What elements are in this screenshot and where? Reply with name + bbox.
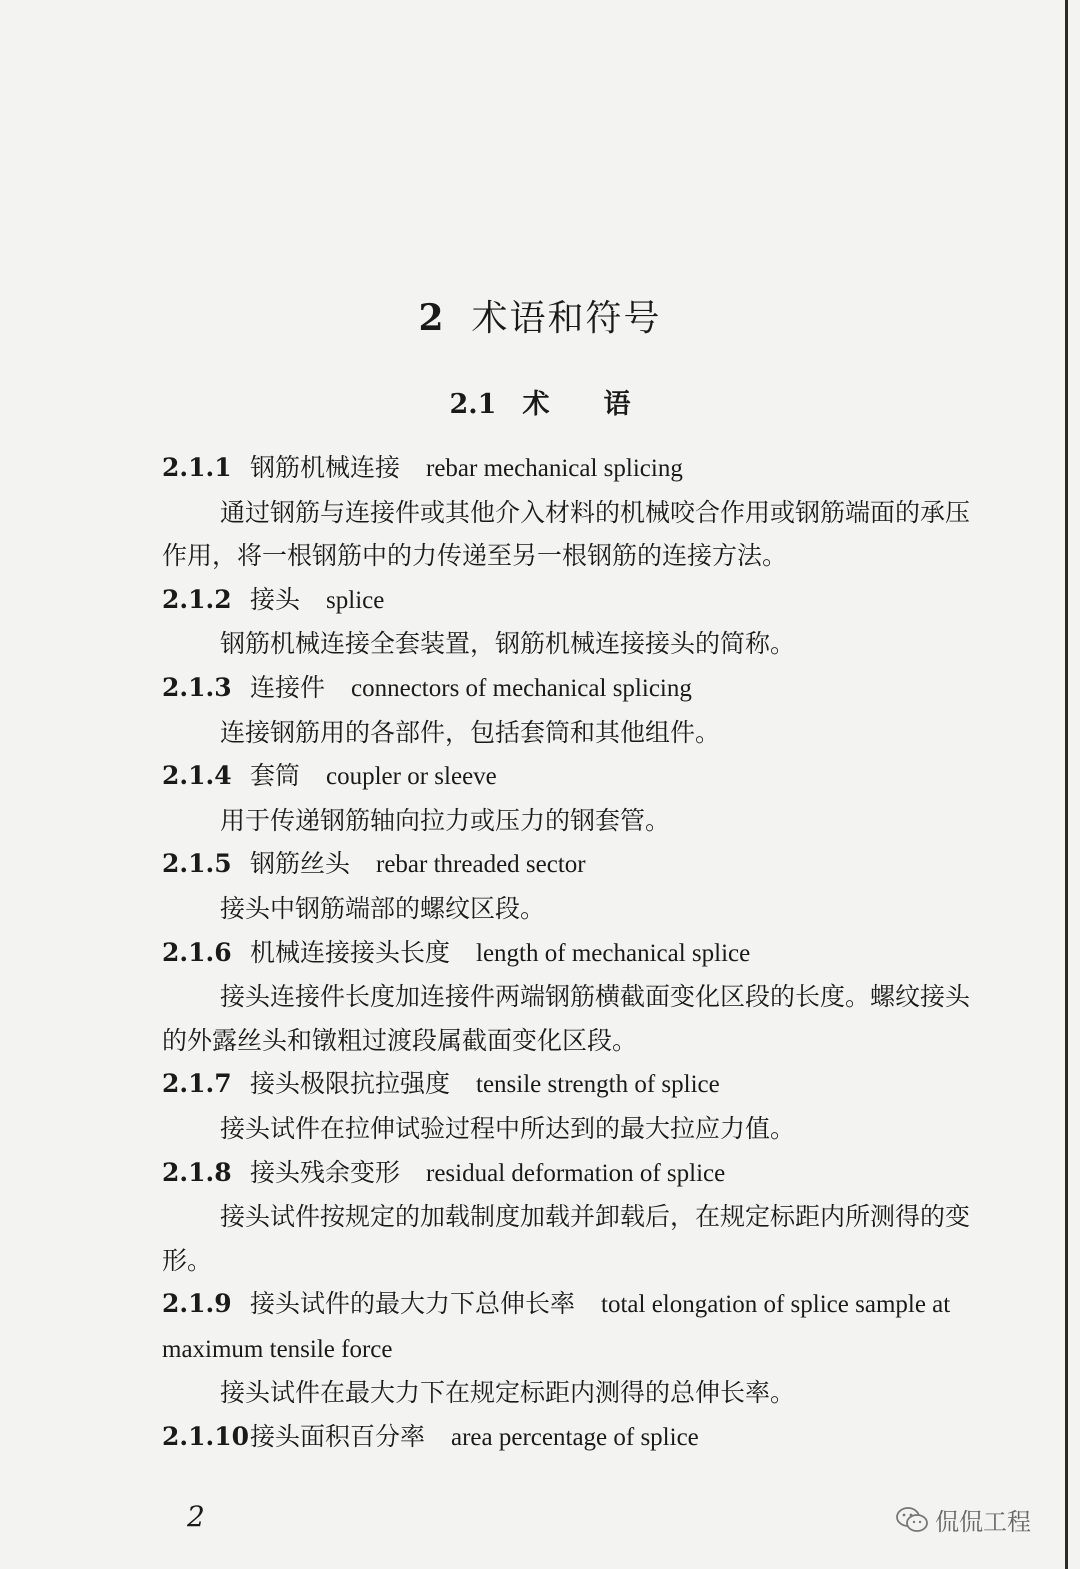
term-chinese: 接头: [250, 584, 301, 614]
term-chinese: 钢筋丝头: [250, 849, 351, 879]
term-number: 2.1.6: [162, 937, 232, 967]
term-english: splice: [326, 586, 385, 614]
term-english: residual deformation of splice: [426, 1159, 726, 1187]
term-number: 2.1.10: [162, 1422, 249, 1452]
section-title: [0, 382, 1080, 421]
term-english: connectors of mechanical splicing: [351, 674, 692, 702]
term-entry: [162, 931, 982, 1063]
term-heading: [162, 1062, 982, 1107]
term-entry: [162, 446, 982, 578]
term-english: total elongation of splice sample at maximum tensile force: [162, 1291, 951, 1363]
term-chinese: 接头试件的最大力下总伸长率: [250, 1289, 576, 1319]
section-name: 术语: [522, 389, 685, 420]
term-definition: 接头中钢筋端部的螺纹区段。: [220, 893, 546, 923]
term-chinese: 钢筋机械连接: [250, 453, 401, 482]
watermark-text: 侃侃工程: [935, 1508, 1031, 1536]
term-heading: [162, 931, 982, 976]
term-english: tensile strength of splice: [476, 1071, 720, 1099]
term-chinese: 接头残余变形: [250, 1157, 401, 1187]
term-english: length of mechanical splice: [476, 939, 751, 967]
term-definition: 连接钢筋用的各部件，包括套筒和其他组件。: [220, 717, 721, 747]
term-heading: [162, 1282, 982, 1371]
term-entry: [162, 666, 982, 754]
term-entry: [162, 754, 982, 842]
term-number: 2.1.9: [162, 1289, 232, 1319]
term-entry: [162, 1062, 982, 1150]
term-definition: 钢筋机械连接全套装置，钢筋机械连接接头的简称。: [220, 629, 796, 659]
term-list: [162, 446, 982, 1460]
term-number: 2.1.3: [162, 672, 232, 702]
term-english: rebar threaded sector: [376, 851, 586, 879]
term-number: 2.1.2: [162, 584, 232, 614]
term-definition: 接头连接件长度加连接件两端钢筋横截面变化区段的长度。螺纹接头的外露丝头和镦粗过渡段属截面变化区段。: [162, 982, 971, 1055]
term-number: 2.1.1: [162, 453, 232, 482]
term-chinese: 连接件: [250, 672, 326, 702]
term-heading: [162, 666, 982, 711]
term-number: 2.1.4: [162, 761, 232, 791]
term-entry: [162, 1282, 982, 1415]
term-definition: 接头试件在拉伸试验过程中所达到的最大拉应力值。: [220, 1113, 796, 1143]
term-chinese: 接头极限抗拉强度: [250, 1069, 451, 1099]
term-heading: [162, 578, 982, 623]
section-number: 2.1: [449, 389, 497, 420]
term-chinese: 机械连接接头长度: [250, 937, 451, 967]
term-chinese: 套筒: [250, 761, 301, 791]
term-entry: [162, 842, 982, 930]
wechat-icon: [895, 1506, 929, 1534]
term-definition: 用于传递钢筋轴向拉力或压力的钢套管。: [220, 805, 671, 835]
watermark: [895, 1502, 1031, 1537]
term-chinese: 接头面积百分率: [250, 1422, 426, 1452]
term-heading: [162, 842, 982, 887]
term-heading: [162, 446, 982, 491]
term-heading: [162, 1415, 982, 1460]
page-border: [1065, 0, 1068, 1569]
term-english: coupler or sleeve: [326, 763, 497, 791]
term-definition: 通过钢筋与连接件或其他介入材料的机械咬合作用或钢筋端面的承压作用，将一根钢筋中的力传递至另一根钢筋的连接方法。: [162, 497, 971, 571]
term-definition: 接头试件按规定的加载制度加载并卸载后，在规定标距内所测得的变形。: [162, 1202, 971, 1275]
term-english: rebar mechanical splicing: [426, 455, 683, 482]
term-number: 2.1.7: [162, 1069, 232, 1099]
term-heading: [162, 1151, 982, 1196]
term-entry: [162, 1151, 982, 1283]
term-number: 2.1.8: [162, 1157, 232, 1187]
term-entry: [162, 1415, 982, 1460]
term-english: area percentage of splice: [451, 1424, 699, 1452]
page-number: 2: [187, 1500, 205, 1533]
term-entry: [162, 578, 982, 666]
term-definition: 接头试件在最大力下在规定标距内测得的总伸长率。: [220, 1378, 796, 1408]
chapter-title: [0, 290, 1080, 341]
term-heading: [162, 754, 982, 799]
term-number: 2.1.5: [162, 849, 232, 879]
chapter-name: 术语和符号: [471, 298, 662, 339]
chapter-number: 2: [418, 297, 446, 339]
